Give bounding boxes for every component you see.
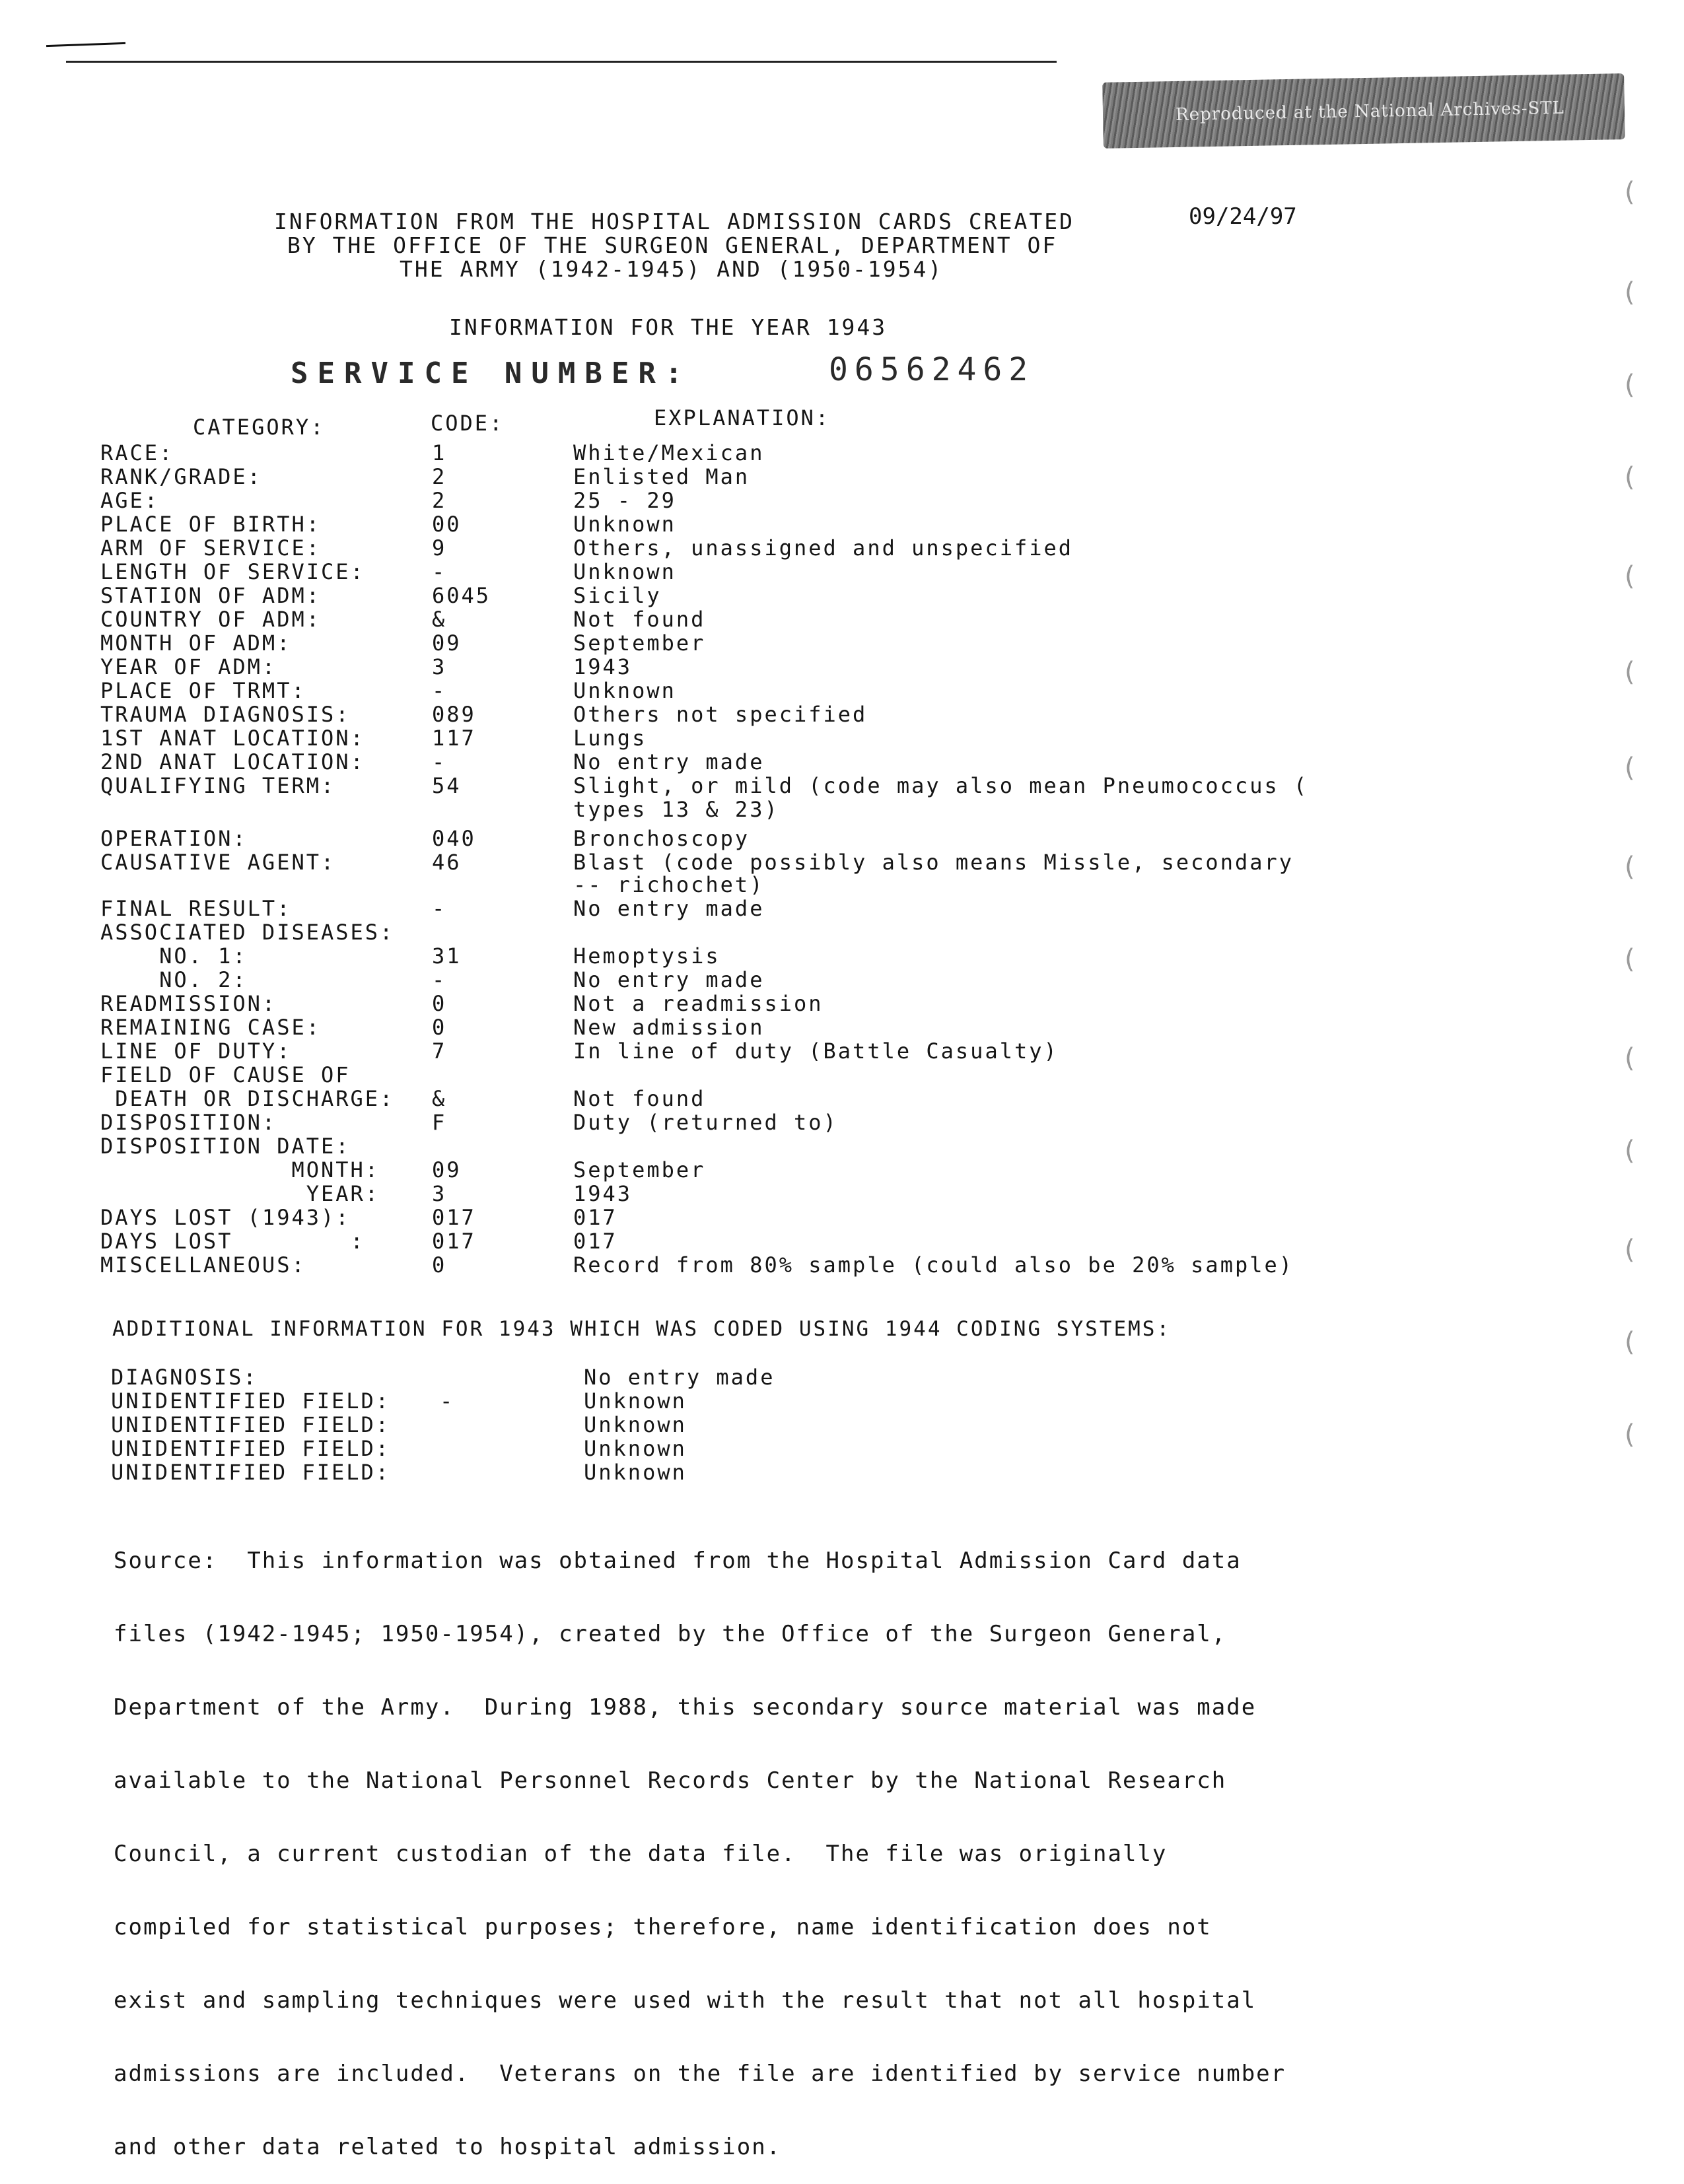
record-row [100, 1253, 1553, 1277]
punch-hole-mark: ( [1625, 944, 1635, 974]
record-row [100, 992, 1553, 1015]
record-code: 0 [432, 1252, 447, 1278]
record-category: LENGTH OF SERVICE: [100, 559, 365, 584]
record-row [100, 1063, 1553, 1087]
record-code: 7 [432, 1039, 447, 1064]
record-row [100, 774, 1553, 798]
record-explanation: Unknown [573, 678, 676, 703]
additional-record-explanation: Unknown [584, 1436, 687, 1461]
record-category: AGE: [100, 488, 160, 513]
additional-record-category: UNIDENTIFIED FIELD: [111, 1460, 391, 1485]
service-number: 06562462 [829, 351, 1035, 388]
record-category: NO. 1: [100, 943, 248, 969]
record-explanation: Unknown [573, 512, 676, 537]
record-explanation: types 13 & 23) [573, 797, 779, 822]
record-code: 2 [432, 464, 447, 489]
record-category: REMAINING CASE: [100, 1015, 321, 1040]
archives-stamp-text: Reproduced at the National Archives-STL [1175, 98, 1565, 125]
punch-hole-mark: ( [1625, 1327, 1635, 1357]
record-category: FIELD OF CAUSE OF [100, 1062, 351, 1087]
additional-record-row [111, 1413, 1564, 1437]
record-row [100, 1229, 1553, 1253]
punch-hole-mark: ( [1625, 277, 1635, 308]
record-category: YEAR OF ADM: [100, 654, 277, 679]
additional-record-row [111, 1365, 1564, 1389]
record-category: RANK/GRADE: [100, 464, 262, 489]
page-corner-mark [46, 42, 125, 47]
record-category: MONTH OF ADM: [100, 631, 292, 656]
record-explanation: New admission [573, 1015, 765, 1040]
record-row [100, 1158, 1553, 1182]
record-category: YEAR: [100, 1181, 380, 1206]
record-explanation: Unknown [573, 559, 676, 584]
additional-record-row [111, 1389, 1564, 1413]
record-row [100, 798, 1553, 821]
record-explanation: No entry made [573, 967, 765, 992]
record-row [100, 702, 1553, 726]
record-explanation: Record from 80% sample (could also be 20% sample) [573, 1252, 1294, 1278]
record-code: - [432, 896, 447, 921]
record-code: F [432, 1110, 447, 1135]
record-row [100, 584, 1553, 607]
record-explanation: Blast (code possibly also means Missle, secondary [573, 850, 1294, 875]
record-row [100, 655, 1553, 679]
punch-hole-mark: ( [1625, 370, 1635, 400]
record-row [100, 536, 1553, 560]
record-explanation: September [573, 1157, 706, 1182]
record-category: FINAL RESULT: [100, 896, 292, 921]
record-category: MISCELLANEOUS: [100, 1252, 306, 1278]
record-code: 54 [432, 773, 462, 798]
record-explanation: Sicily [573, 583, 662, 608]
record-row [100, 465, 1553, 489]
record-category: DAYS LOST (1943): [100, 1205, 351, 1230]
additional-record-row [111, 1437, 1564, 1460]
record-explanation: No entry made [573, 749, 765, 774]
source-line: exist and sampling techniques were used with the result that not all hospital [114, 1987, 1257, 2014]
record-row [100, 560, 1553, 584]
record-category: READMISSION: [100, 991, 277, 1016]
record-row [100, 1087, 1553, 1110]
additional-record-code: - [440, 1388, 455, 1414]
record-row [100, 944, 1553, 968]
record-row [100, 827, 1553, 850]
record-row [100, 1110, 1553, 1134]
record-explanation: Hemoptysis [573, 943, 720, 969]
record-code: 2 [432, 488, 447, 513]
record-explanation: 017 [573, 1205, 617, 1230]
record-code: 6045 [432, 583, 491, 608]
record-category: NO. 2: [100, 967, 248, 992]
punch-hole-mark: ( [1625, 1235, 1635, 1265]
record-code: & [432, 1086, 447, 1111]
record-code: 09 [432, 1157, 462, 1182]
source-line: and other data related to hospital admission. [114, 2134, 782, 2160]
record-explanation: 017 [573, 1229, 617, 1254]
record-category: TRAUMA DIAGNOSIS: [100, 702, 351, 727]
title-line-3: THE ARMY (1942-1945) AND (1950-1954) [400, 256, 944, 282]
year-header: INFORMATION FOR THE YEAR 1943 [449, 314, 888, 340]
source-line: Council, a current custodian of the data file. The file was originally [114, 1841, 1168, 1867]
source-line: admissions are included. Veterans on the file are identified by service number [114, 2061, 1286, 2087]
record-code: - [432, 559, 447, 584]
record-row [100, 873, 1553, 897]
record-category: OPERATION: [100, 826, 248, 851]
record-row [100, 631, 1553, 655]
record-row [100, 920, 1553, 944]
record-code: 3 [432, 654, 447, 679]
record-code: 0 [432, 991, 447, 1016]
record-explanation: Lungs [573, 726, 647, 751]
record-row [100, 1206, 1553, 1229]
source-line: Source: This information was obtained from the Hospital Admission Card data [114, 1548, 1242, 1574]
source-line: files (1942-1945; 1950-1954), created by the Office of the Surgeon General, [114, 1621, 1227, 1647]
record-explanation: No entry made [573, 896, 765, 921]
record-explanation: Enlisted Man [573, 464, 750, 489]
record-explanation: White/Mexican [573, 440, 765, 465]
record-category: LINE OF DUTY: [100, 1039, 292, 1064]
record-code: 017 [432, 1205, 476, 1230]
record-code: 0 [432, 1015, 447, 1040]
record-category: STATION OF ADM: [100, 583, 321, 608]
additional-record-category: DIAGNOSIS: [111, 1365, 258, 1390]
record-code: - [432, 967, 447, 992]
record-code: 9 [432, 535, 447, 561]
record-row [100, 441, 1553, 465]
record-code: - [432, 678, 447, 703]
additional-record-explanation: Unknown [584, 1388, 687, 1414]
record-row [100, 1015, 1553, 1039]
record-category: MONTH: [100, 1157, 380, 1182]
record-code: 117 [432, 726, 476, 751]
service-number-label: SERVICE NUMBER: [291, 357, 692, 390]
record-category: 1ST ANAT LOCATION: [100, 726, 365, 751]
source-line: Department of the Army. During 1988, this secondary source material was made [114, 1694, 1257, 1721]
record-row [100, 897, 1553, 920]
title-line-1: INFORMATION FROM THE HOSPITAL ADMISSION CARDS CREATED [274, 209, 1074, 234]
record-row [100, 1039, 1553, 1063]
record-row [100, 726, 1553, 750]
record-explanation: 1943 [573, 1181, 633, 1206]
record-code: 46 [432, 850, 462, 875]
record-row [100, 968, 1553, 992]
record-code: 040 [432, 826, 476, 851]
record-row [100, 607, 1553, 631]
record-explanation: -- richochet) [573, 872, 765, 897]
title-line-2: BY THE OFFICE OF THE SURGEON GENERAL, DEPARTMENT OF [287, 232, 1058, 258]
punch-hole-mark: ( [1625, 462, 1635, 493]
record-category: QUALIFYING TERM: [100, 773, 336, 798]
record-code: 1 [432, 440, 447, 465]
record-code: 09 [432, 631, 462, 656]
record-explanation: In line of duty (Battle Casualty) [573, 1039, 1059, 1064]
punch-hole-mark: ( [1625, 1043, 1635, 1074]
punch-hole-mark: ( [1625, 657, 1635, 687]
record-explanation: September [573, 631, 706, 656]
record-category: DISPOSITION DATE: [100, 1134, 351, 1159]
punch-hole-mark: ( [1625, 852, 1635, 882]
column-header-explanation: EXPLANATION: [654, 405, 831, 430]
additional-record-explanation: Unknown [584, 1412, 687, 1437]
record-row [100, 750, 1553, 774]
document-date: 09/24/97 [1189, 203, 1297, 230]
record-explanation: 25 - 29 [573, 488, 676, 513]
record-code: 3 [432, 1181, 447, 1206]
record-explanation: Duty (returned to) [573, 1110, 838, 1135]
record-row [100, 512, 1553, 536]
punch-hole-mark: ( [1625, 1136, 1635, 1166]
additional-record-category: UNIDENTIFIED FIELD: [111, 1436, 391, 1461]
record-explanation: Slight, or mild (code may also mean Pneumococcus ( [573, 773, 1309, 798]
record-category: RACE: [100, 440, 174, 465]
top-rule-line [66, 61, 1057, 63]
record-code: 089 [432, 702, 476, 727]
record-category: COUNTRY OF ADM: [100, 607, 321, 632]
column-header-category: CATEGORY: [193, 415, 326, 440]
punch-hole-mark: ( [1625, 753, 1635, 783]
record-explanation: Not found [573, 1086, 706, 1111]
additional-info-header: ADDITIONAL INFORMATION FOR 1943 WHICH WAS CODED USING 1944 CODING SYSTEMS: [112, 1317, 1172, 1341]
source-note [114, 1500, 1382, 2184]
punch-hole-mark: ( [1625, 561, 1635, 592]
record-explanation: Not a readmission [573, 991, 824, 1016]
additional-record-category: UNIDENTIFIED FIELD: [111, 1412, 391, 1437]
punch-hole-mark: ( [1625, 177, 1635, 207]
record-code: - [432, 749, 447, 774]
punch-hole-mark: ( [1625, 1419, 1635, 1450]
record-category: ARM OF SERVICE: [100, 535, 321, 561]
record-category: DISPOSITION: [100, 1110, 277, 1135]
archives-stamp [1102, 73, 1625, 149]
column-header-code: CODE: [431, 411, 505, 436]
additional-record-explanation: No entry made [584, 1365, 775, 1390]
record-category: CAUSATIVE AGENT: [100, 850, 336, 875]
record-explanation: Not found [573, 607, 706, 632]
record-row [100, 1134, 1553, 1158]
record-category: DEATH OR DISCHARGE: [100, 1086, 395, 1111]
record-row [100, 850, 1553, 874]
record-row [100, 679, 1553, 702]
record-row [100, 1182, 1553, 1206]
record-code: 017 [432, 1229, 476, 1254]
additional-record-explanation: Unknown [584, 1460, 687, 1485]
additional-record-row [111, 1460, 1564, 1484]
record-category: 2ND ANAT LOCATION: [100, 749, 365, 774]
record-category: PLACE OF BIRTH: [100, 512, 321, 537]
record-category: PLACE OF TRMT: [100, 678, 306, 703]
record-category: ASSOCIATED DISEASES: [100, 920, 395, 945]
record-row [100, 489, 1553, 512]
record-explanation: 1943 [573, 654, 633, 679]
record-code: 00 [432, 512, 462, 537]
additional-record-category: UNIDENTIFIED FIELD: [111, 1388, 391, 1414]
record-explanation: Others not specified [573, 702, 868, 727]
record-explanation: Bronchoscopy [573, 826, 750, 851]
source-line: available to the National Personnel Records Center by the National Research [114, 1767, 1227, 1794]
record-explanation: Others, unassigned and unspecified [573, 535, 1074, 561]
record-category: DAYS LOST : [100, 1229, 365, 1254]
record-code: 31 [432, 943, 462, 969]
source-line: compiled for statistical purposes; therefore, name identification does not [114, 1914, 1212, 1940]
record-code: & [432, 607, 447, 632]
